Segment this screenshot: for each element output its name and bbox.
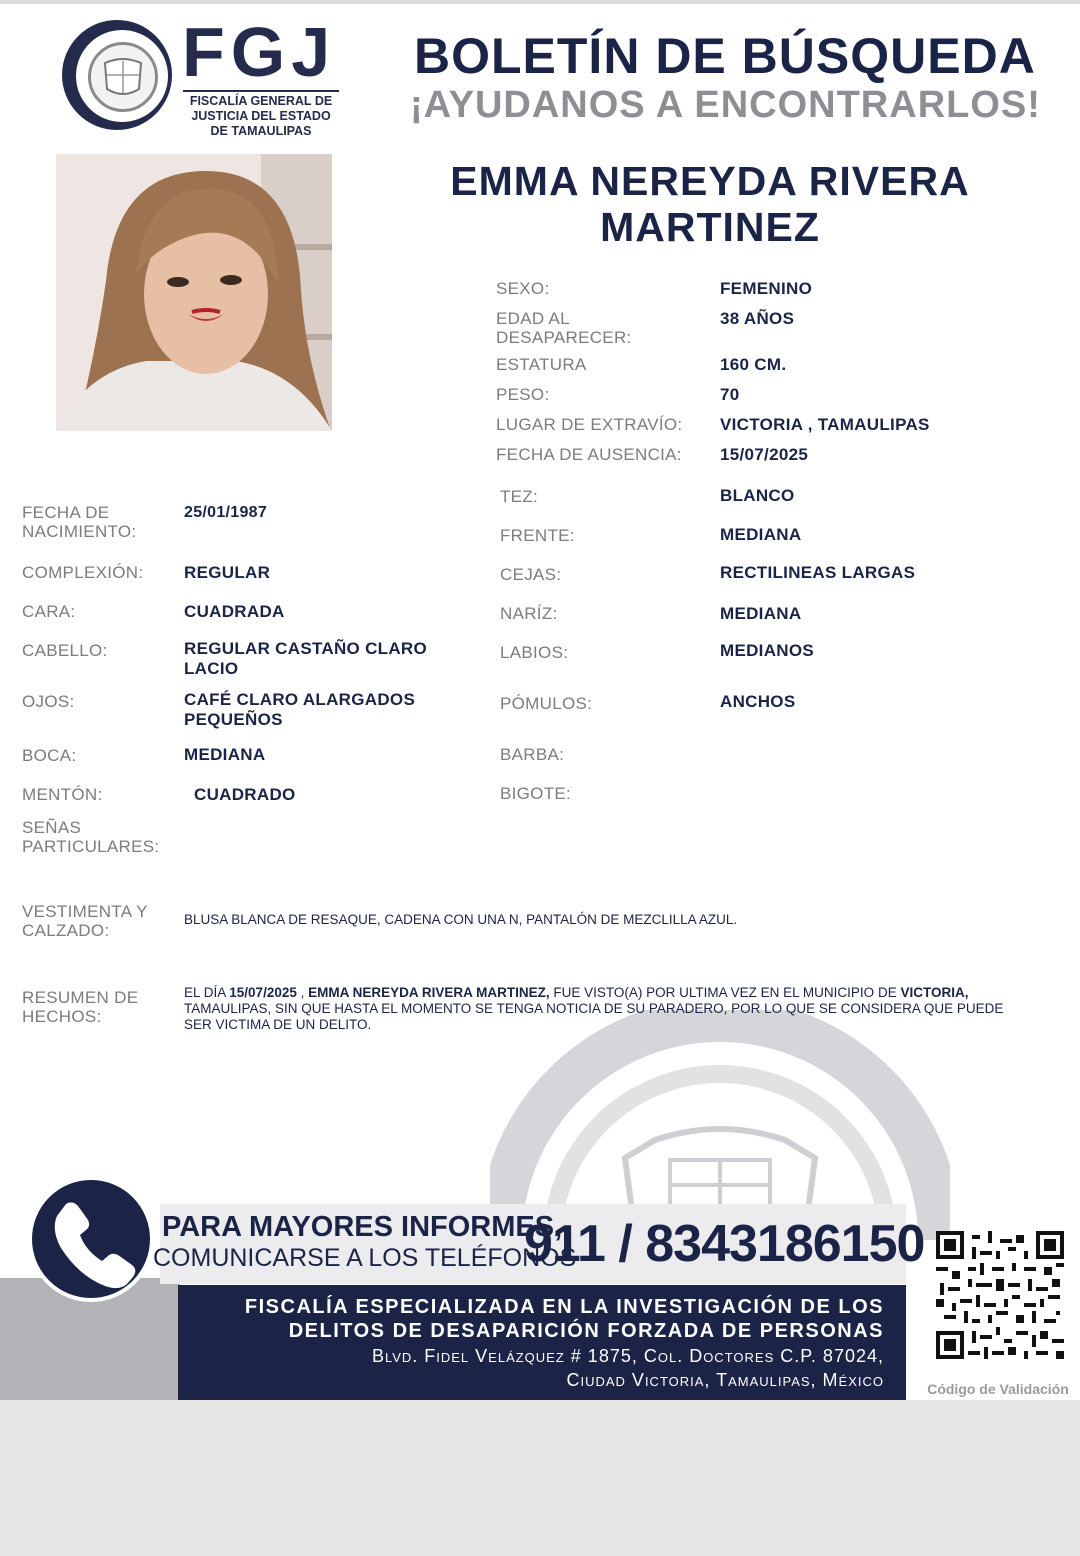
- feature-value-nose: MEDIANA: [720, 604, 802, 623]
- summary-text: [184, 985, 1024, 1033]
- summary-part-2: ,: [296, 985, 309, 1000]
- feature-value-eyes: CAFÉ CLARO ALARGADOS PEQUEÑOS: [184, 690, 416, 729]
- feature-value-birthdate: 25/01/1987: [184, 504, 268, 521]
- feature-label-beard: BARBA:: [500, 745, 565, 764]
- detail-label-absence-date: FECHA DE AUSENCIA:: [496, 445, 682, 464]
- detail-value-absence-date: 15/07/2025: [720, 445, 809, 464]
- feature-label-mustache: BIGOTE:: [500, 784, 572, 803]
- feature-value-hair: REGULAR CASTAÑO CLARO LACIO: [184, 639, 428, 678]
- footer-agency-name: [190, 1295, 884, 1343]
- detail-value-height: 160 CM.: [720, 355, 787, 374]
- phone-icon: [28, 1176, 154, 1302]
- feature-value-complexion: BLANCO: [720, 486, 795, 505]
- feature-value-lips: MEDIANOS: [720, 641, 815, 660]
- detail-label-age: EDAD AL DESAPARECER:: [496, 309, 632, 347]
- footer-agency-line1: FISCALÍA ESPECIALIZADA EN LA INVESTIGACIÓN DE LOS: [244, 1296, 884, 1318]
- fgj-logo-text: FGJ: [182, 13, 337, 91]
- detail-label-weight: PESO:: [496, 385, 550, 404]
- feature-value-eyebrows: RECTILINEAS LARGAS: [720, 563, 916, 582]
- feature-label-build: COMPLEXIÓN:: [22, 563, 144, 582]
- top-border: [0, 0, 1080, 4]
- feature-label-eyes: OJOS:: [22, 692, 75, 711]
- detail-label-height: ESTATURA: [496, 355, 587, 374]
- detail-value-place: VICTORIA , TAMAULIPAS: [720, 415, 930, 434]
- fgj-logo-subtitle: FISCALÍA GENERAL DE JUSTICIA DEL ESTADO DE TAMAULIPAS: [183, 90, 339, 139]
- feature-value-mouth: MEDIANA: [184, 745, 266, 764]
- feature-label-marks: SEÑAS PARTICULARES:: [22, 818, 160, 856]
- feature-value-face: CUADRADA: [184, 602, 285, 621]
- detail-value-weight: 70: [720, 385, 740, 404]
- summary-place: VICTORIA,: [900, 985, 969, 1000]
- summary-part-3: FUE VISTO(A) POR ULTIMA VEZ EN EL MUNICIPIO DE: [549, 985, 901, 1000]
- footer-info-line2: COMUNICARSE A LOS TELÉFONOS: [153, 1244, 577, 1272]
- qr-code-icon[interactable]: [936, 1230, 1064, 1360]
- state-seal-icon: [88, 42, 158, 112]
- feature-label-chin: MENTÓN:: [22, 785, 103, 804]
- person-photo: [56, 154, 332, 431]
- summary-part-4: TAMAULIPAS, SIN QUE HASTA EL MOMENTO SE TENGA NOTICIA DE SU PARADERO, POR LO QUE SE CONSIDERA QUE PUEDE SER VICTIMA DE UN DELITO.: [184, 1001, 1004, 1032]
- summary-part-1: EL DÍA: [184, 985, 230, 1000]
- clothing-label: VESTIMENTA Y CALZADO:: [22, 902, 148, 940]
- feature-label-face: CARA:: [22, 602, 76, 621]
- feature-value-cheekbones: ANCHOS: [720, 692, 796, 711]
- feature-value-build: REGULAR: [184, 563, 271, 582]
- summary-name: EMMA NEREYDA RIVERA MARTINEZ,: [308, 985, 550, 1000]
- footer-address-line1: Blvd. Fidel Velázquez # 1875, Col. Doctores C.P. 87024,: [371, 1346, 884, 1366]
- detail-value-sex: FEMENINO: [720, 279, 813, 298]
- clothing-value: BLUSA BLANCA DE RESAQUE, CADENA CON UNA N, PANTALÓN DE MEZCLILLA AZUL.: [184, 912, 738, 927]
- detail-value-age: 38 AÑOS: [720, 309, 795, 328]
- bulletin-title: BOLETÍN DE BÚSQUEDA: [414, 28, 1036, 84]
- feature-label-mouth: BOCA:: [22, 746, 77, 765]
- summary-label: RESUMEN DE HECHOS:: [22, 988, 139, 1026]
- feature-label-eyebrows: CEJAS:: [500, 565, 562, 584]
- feature-label-complexion: TEZ:: [500, 487, 539, 506]
- detail-label-sex: SEXO:: [496, 279, 550, 298]
- summary-date: 15/07/2025: [229, 985, 297, 1000]
- feature-label-cheekbones: PÓMULOS:: [500, 694, 593, 713]
- footer-phone-numbers: 911 / 8343186150: [524, 1215, 925, 1273]
- person-name: EMMA NEREYDA RIVERA MARTINEZ: [450, 158, 970, 250]
- footer-address-line2: Ciudad Victoria, Tamaulipas, México: [566, 1370, 884, 1390]
- feature-value-forehead: MEDIANA: [720, 525, 802, 544]
- bulletin-subtitle: ¡AYUDANOS A ENCONTRARLOS!: [410, 84, 1041, 126]
- feature-label-forehead: FRENTE:: [500, 526, 575, 545]
- footer-info-line1: PARA MAYORES INFORMES,: [162, 1211, 563, 1243]
- detail-label-place: LUGAR DE EXTRAVÍO:: [496, 415, 683, 434]
- feature-label-birthdate: FECHA DE NACIMIENTO:: [22, 503, 137, 541]
- feature-label-hair: CABELLO:: [22, 641, 108, 660]
- qr-caption: Código de Validación: [927, 1381, 1069, 1397]
- feature-label-nose: NARÍZ:: [500, 604, 558, 623]
- feature-label-lips: LABIOS:: [500, 643, 569, 662]
- footer-address: [190, 1344, 884, 1392]
- footer-agency-line2: DELITOS DE DESAPARICIÓN FORZADA DE PERSONAS: [288, 1320, 884, 1342]
- feature-value-chin: CUADRADO: [194, 785, 296, 804]
